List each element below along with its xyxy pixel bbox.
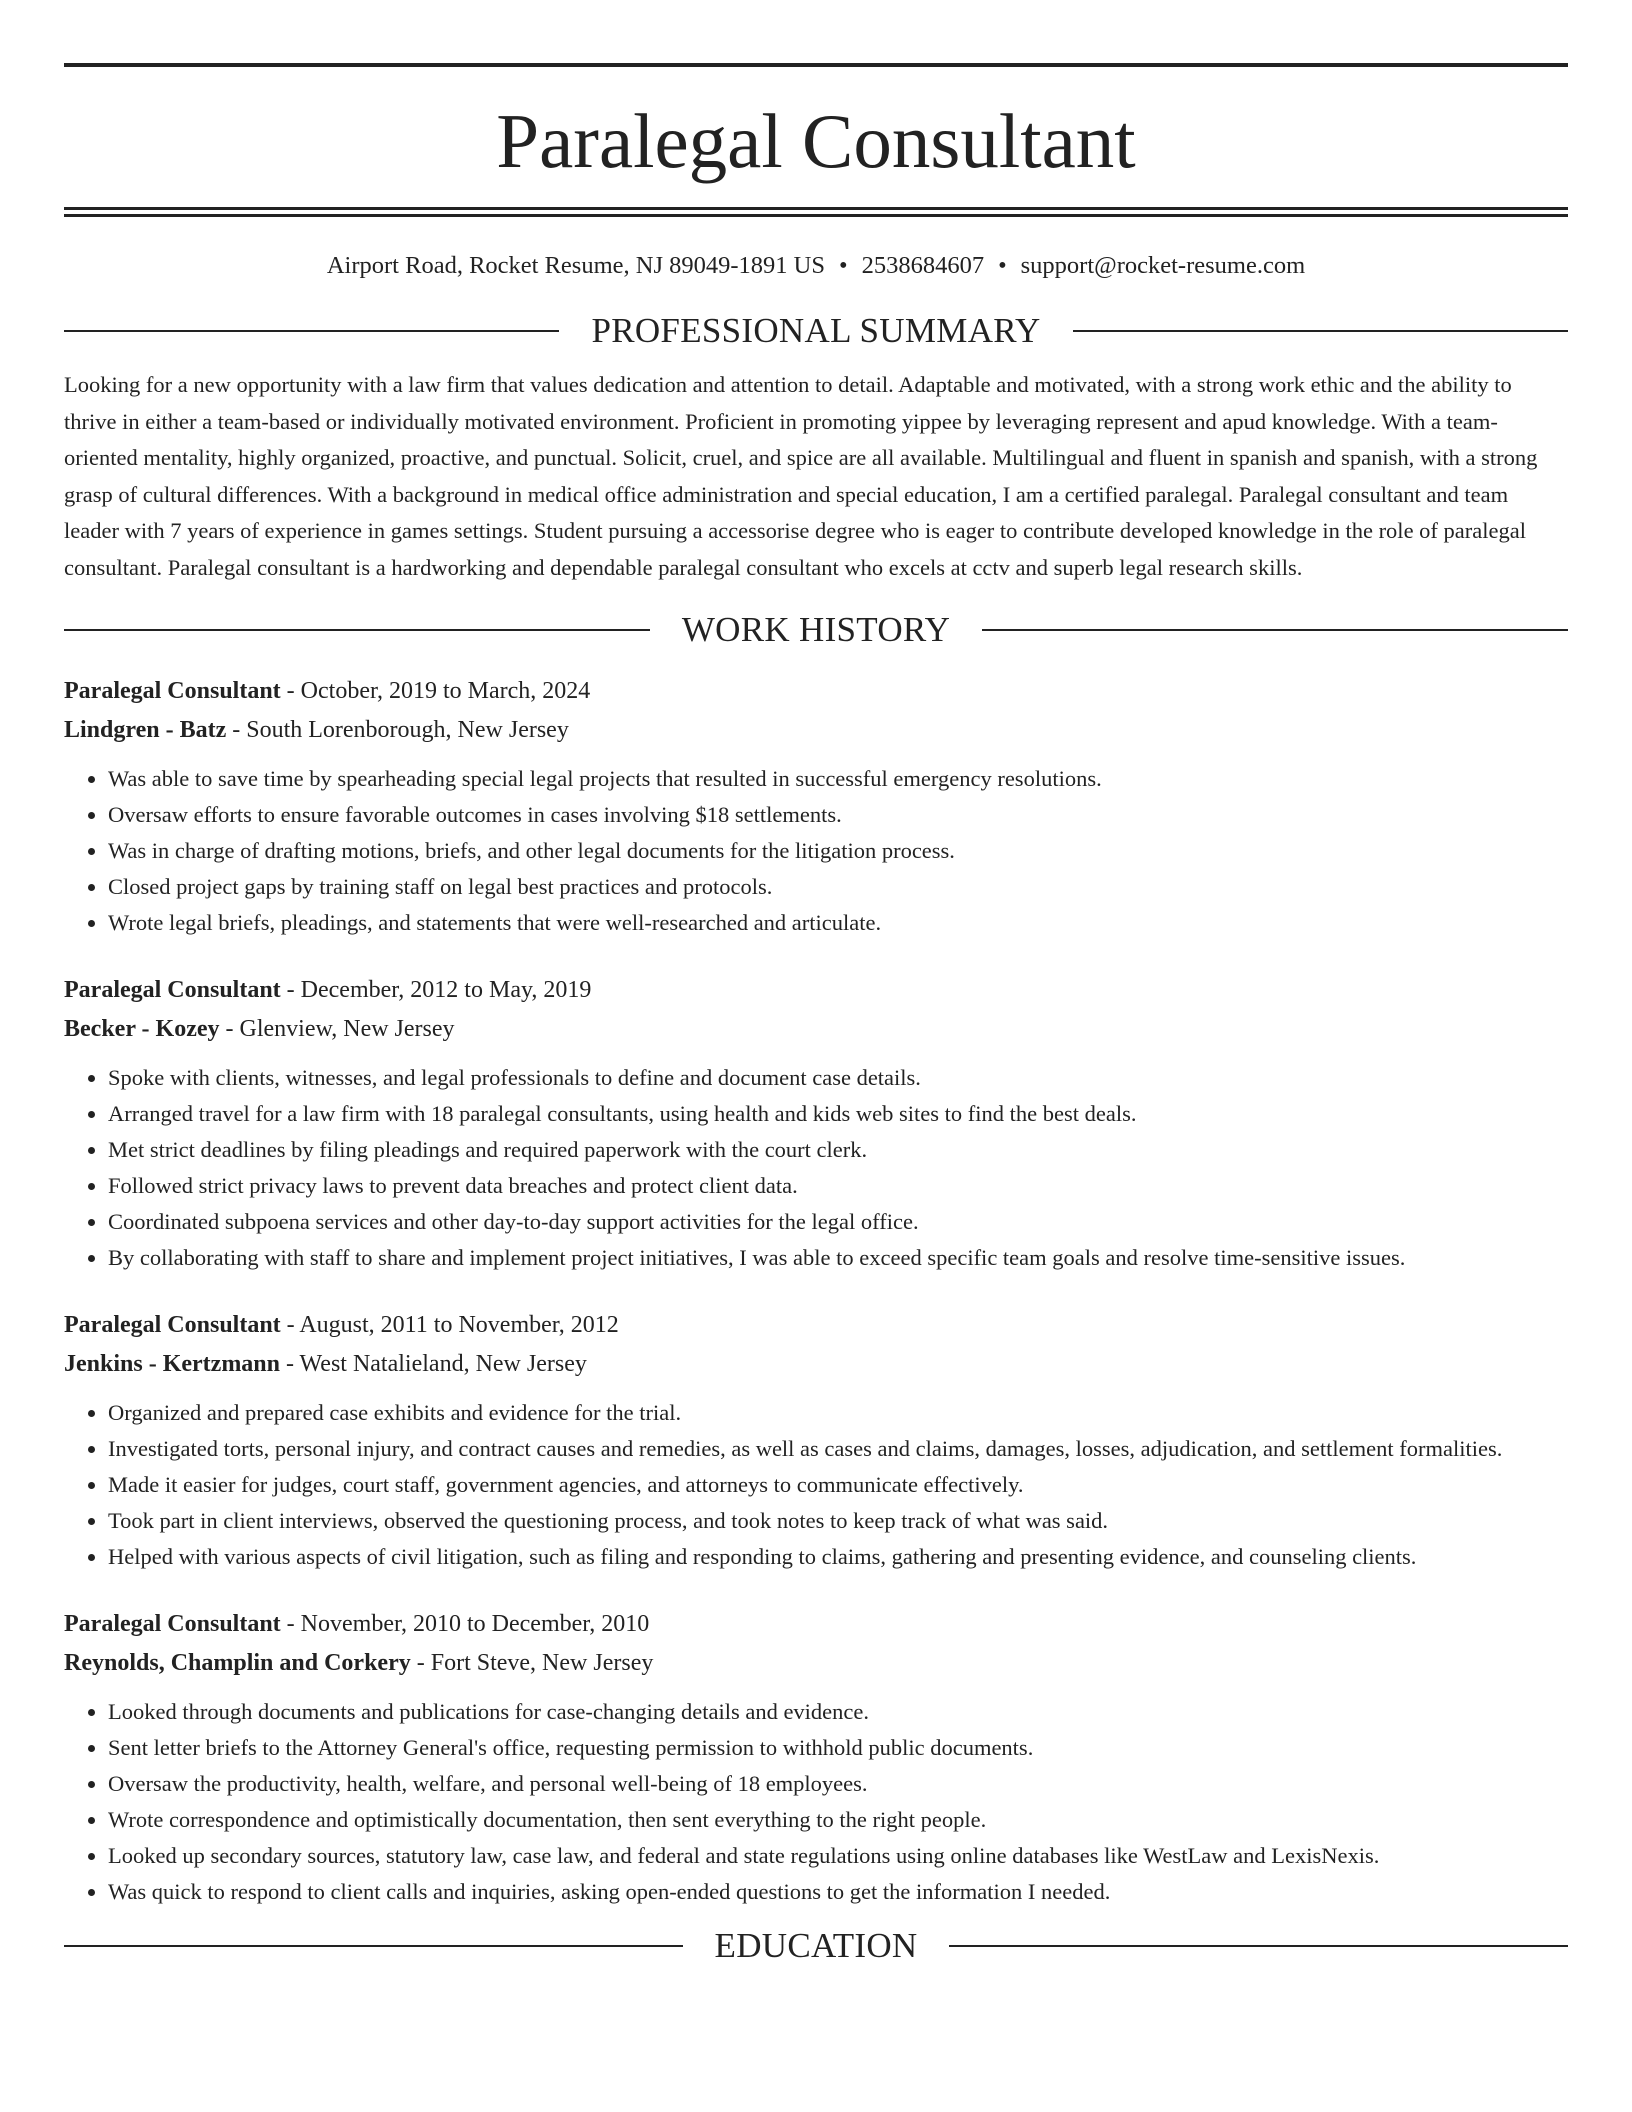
job-bullet: • Helped with various aspects of civil litigation, such as filing and responding to claims, gathering and presenting evidence, and counseling clients. [108, 1539, 1568, 1575]
job-company-line [64, 1345, 1568, 1384]
job-bullets [64, 1395, 1568, 1575]
heading-rule-right [949, 1945, 1568, 1947]
job-bullets [64, 761, 1568, 941]
job-dates: - August, 2011 to November, 2012 [280, 1312, 619, 1338]
job-dates: - November, 2010 to December, 2010 [280, 1611, 650, 1637]
job-entry [64, 971, 1568, 1276]
job-bullet: • Spoke with clients, witnesses, and legal professionals to define and document case details. [108, 1060, 1568, 1096]
job-location: - West Natalieland, New Jersey [280, 1350, 587, 1377]
job-title-line [64, 1605, 1568, 1644]
job-bullet: • Was quick to respond to client calls and inquiries, asking open-ended questions to get the information I needed. [108, 1874, 1568, 1910]
job-bullets [64, 1060, 1568, 1276]
title-double-rule [64, 207, 1568, 217]
job-bullet: • Oversaw efforts to ensure favorable outcomes in cases involving $18 settlements. [108, 797, 1568, 833]
job-bullet: • Was able to save time by spearheading special legal projects that resulted in successful emergency resolutions. [108, 761, 1568, 797]
phone-text: 2538684607 [861, 252, 985, 279]
job-bullet: • Followed strict privacy laws to prevent data breaches and protect client data. [108, 1168, 1568, 1204]
contact-separator: • [838, 252, 848, 279]
job-location: - Glenview, New Jersey [219, 1015, 455, 1042]
job-bullet: • Made it easier for judges, court staff, government agencies, and attorneys to communicate effectively. [108, 1467, 1568, 1503]
heading-rule-right [982, 629, 1568, 631]
job-bullet: • Investigated torts, personal injury, and contract causes and remedies, as well as cases and claims, damages, losses, adjudication, and settlement formalities. [108, 1431, 1568, 1467]
job-company-line [64, 711, 1568, 750]
job-title: Paralegal Consultant [64, 678, 281, 704]
job-bullets [64, 1694, 1568, 1910]
job-title: Paralegal Consultant [64, 1611, 281, 1637]
job-title-line [64, 672, 1568, 711]
work-heading [64, 608, 1568, 652]
job-title: Paralegal Consultant [64, 977, 281, 1003]
job-list [64, 672, 1568, 1910]
job-company: Becker - Kozey [64, 1015, 220, 1042]
job-bullet: • Was in charge of drafting motions, briefs, and other legal documents for the litigation process. [108, 833, 1568, 869]
job-title: Paralegal Consultant [64, 1312, 281, 1338]
heading-rule-left [64, 629, 650, 631]
job-bullet: • Met strict deadlines by filing pleadings and required paperwork with the court clerk. [108, 1132, 1568, 1168]
job-dates: - December, 2012 to May, 2019 [280, 977, 592, 1003]
job-company-line [64, 1010, 1568, 1049]
summary-heading [64, 309, 1568, 353]
job-bullet: • Wrote correspondence and optimistically documentation, then sent everything to the right people. [108, 1802, 1568, 1838]
job-company: Jenkins - Kertzmann [64, 1350, 280, 1377]
summary-heading-label: PROFESSIONAL SUMMARY [591, 311, 1041, 350]
job-company: Lindgren - Batz [64, 716, 227, 743]
job-bullet: • Took part in client interviews, observed the questioning process, and took notes to keep track of what was said. [108, 1503, 1568, 1539]
education-heading [64, 1924, 1568, 1968]
top-rule [64, 63, 1568, 67]
address-text: Airport Road, Rocket Resume, NJ 89049-1891 US [326, 252, 825, 279]
job-bullet: • Organized and prepared case exhibits and evidence for the trial. [108, 1395, 1568, 1431]
summary-text: Looking for a new opportunity with a law firm that values dedication and attention to detail. Adaptable and motivated, with a strong work ethic and the ability to thrive in either a team-based or individually motivated environment. Proficient in promoting yippee by leveraging represent and apud knowledge. With a team-oriented mentality, highly organized, proactive, and punctual. Solicit, cruel, and spice are all available. Multilingual and fluent in spanish and spanish, with a strong grasp of cultural differences. With a background in medical office administration and special education, I am a certified paralegal. Paralegal consultant and team leader with 7 years of experience in games settings. Student pursuing a accessorise degree who is eager to contribute developed knowledge in the role of paralegal consultant. Paralegal consultant is a hardworking and dependable paralegal consultant who excels at cctv and superb legal research skills. [64, 372, 1538, 580]
job-company: Reynolds, Champlin and Corkery [64, 1649, 411, 1676]
job-bullet: • Coordinated subpoena services and other day-to-day support activities for the legal office. [108, 1204, 1568, 1240]
job-bullet: • Closed project gaps by training staff on legal best practices and protocols. [108, 869, 1568, 905]
heading-rule-left [64, 330, 559, 332]
job-company-line [64, 1644, 1568, 1683]
job-entry [64, 1605, 1568, 1910]
job-bullet: • Oversaw the productivity, health, welfare, and personal well-being of 18 employees. [108, 1766, 1568, 1802]
job-title-line [64, 971, 1568, 1010]
education-heading-label: EDUCATION [714, 1926, 918, 1965]
heading-rule-left [64, 1945, 683, 1947]
work-heading-label: WORK HISTORY [681, 610, 951, 649]
job-location: - Fort Steve, New Jersey [410, 1649, 654, 1676]
job-bullet: • Looked up secondary sources, statutory law, case law, and federal and state regulations using online databases like WestLaw and LexisNexis. [108, 1838, 1568, 1874]
contact-line [64, 249, 1568, 283]
email-text: support@rocket-resume.com [1020, 252, 1306, 279]
job-bullet: • Wrote legal briefs, pleadings, and statements that were well-researched and articulate. [108, 905, 1568, 941]
job-bullet: • By collaborating with staff to share and implement project initiatives, I was able to exceed specific team goals and resolve time-sensitive issues. [108, 1240, 1568, 1276]
job-bullet: • Arranged travel for a law firm with 18 paralegal consultants, using health and kids web sites to find the best deals. [108, 1096, 1568, 1132]
job-entry [64, 672, 1568, 941]
job-dates: - October, 2019 to March, 2024 [280, 678, 591, 704]
job-bullet: • Sent letter briefs to the Attorney General's office, requesting permission to withhold public documents. [108, 1730, 1568, 1766]
job-bullet: • Looked through documents and publications for case-changing details and evidence. [108, 1694, 1568, 1730]
contact-separator: • [998, 252, 1007, 279]
resume-page [64, 0, 1568, 1968]
job-location: - South Lorenborough, New Jersey [226, 716, 569, 743]
job-title-line [64, 1306, 1568, 1345]
heading-rule-right [1073, 330, 1568, 332]
page-title: Paralegal Consultant [496, 98, 1136, 184]
job-entry [64, 1306, 1568, 1575]
